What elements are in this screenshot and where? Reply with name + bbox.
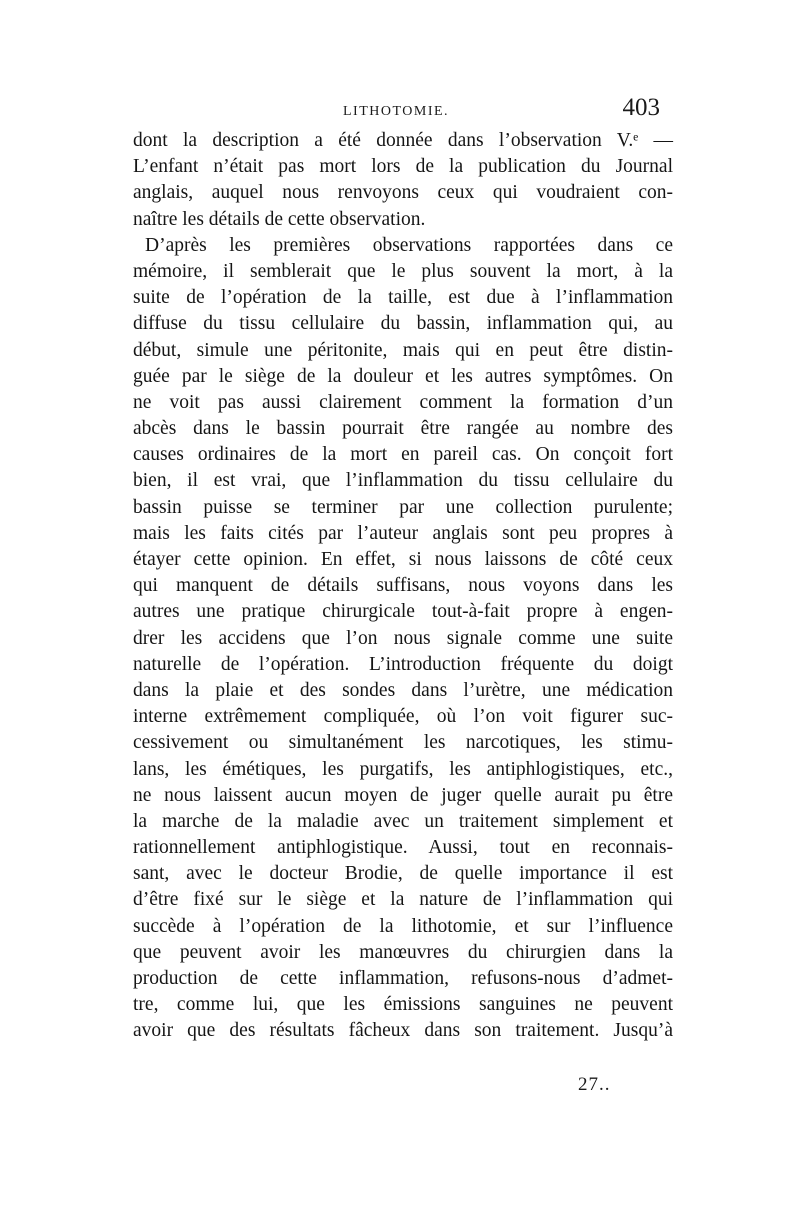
page-header [130, 94, 670, 128]
text-line: succède à l’opération de la lithotomie, et sur l’influence [133, 915, 673, 937]
text-line: bien, il est vrai, que l’inflammation du tissu cellulaire du [133, 470, 673, 492]
text-line: lans, les émétiques, les purgatifs, les antiphlogistiques, etc., [133, 758, 673, 780]
body-text [133, 128, 673, 1045]
text-line: que peuvent avoir les manœuvres du chirurgien dans la [133, 941, 673, 963]
text-line: la marche de la maladie avec un traitement simplement et [133, 810, 673, 832]
text-line: D’après les premières observations rapportées dans ce [145, 234, 673, 256]
text-line: causes ordinaires de la mort en pareil cas. On conçoit fort [133, 444, 673, 466]
text-line: bassin puisse se terminer par une collection purulente; [133, 496, 673, 518]
text-line: mémoire, il semblerait que le plus souvent la mort, à la [133, 260, 673, 282]
signature-mark: 27.. [578, 1074, 611, 1095]
text-line: production de cette inflammation, refusons-nous d’admet- [133, 968, 673, 989]
text-line: drer les accidens que l’on nous signale comme une suite [133, 627, 673, 649]
text-line: interne extrêmement compliquée, où l’on voit figurer suc- [133, 706, 673, 728]
text-line: début, simule une péritonite, mais qui en peut être distin- [133, 339, 673, 361]
text-line: d’être fixé sur le siège et la nature de l’inflammation qui [133, 889, 673, 911]
text-line: anglais, auquel nous renvoyons ceux qui voudraient con- [133, 182, 673, 204]
page-number: 403 [622, 94, 660, 121]
text-line: dont la description a été donnée dans l’observation V.ᵉ — [133, 130, 673, 151]
text-line: tre, comme lui, que les émissions sanguines ne peuvent [133, 994, 673, 1016]
text-line: mais les faits cités par l’auteur anglais sont peu propres à [133, 522, 673, 544]
text-line: ne voit pas aussi clairement comment la formation d’un [133, 391, 673, 413]
text-line: naturelle de l’opération. L’introduction fréquente du doigt [133, 653, 673, 675]
text-line: avoir que des résultats fâcheux dans son traitement. Jusqu’à [133, 1020, 673, 1042]
text-line: autres une pratique chirurgicale tout-à-fait propre à engen- [133, 601, 673, 623]
text-line: cessivement ou simultanément les narcotiques, les stimu- [133, 732, 673, 754]
text-line: suite de l’opération de la taille, est due à l’inflammation [133, 287, 673, 309]
text-line: L’enfant n’était pas mort lors de la publication du Journal [133, 156, 673, 178]
text-line: sant, avec le docteur Brodie, de quelle importance il est [133, 863, 673, 885]
text-line: qui manquent de détails suffisans, nous voyons dans les [133, 575, 673, 597]
text-line: diffuse du tissu cellulaire du bassin, inflammation qui, au [133, 313, 673, 335]
text-line: guée par le siège de la douleur et les autres symptômes. On [133, 365, 673, 387]
text-line: dans la plaie et des sondes dans l’urètre, une médication [133, 679, 673, 701]
text-line: ne nous laissent aucun moyen de juger quelle aurait pu être [133, 784, 673, 806]
text-line: étayer cette opinion. En effet, si nous laissons de côté ceux [133, 549, 673, 570]
text-line: naître les détails de cette observation. [133, 208, 426, 230]
running-head: LITHOTOMIE. [343, 104, 450, 119]
text-line: abcès dans le bassin pourrait être rangée au nombre des [133, 418, 673, 440]
text-line: rationnellement antiphlogistique. Aussi, tout en reconnais- [133, 837, 673, 859]
